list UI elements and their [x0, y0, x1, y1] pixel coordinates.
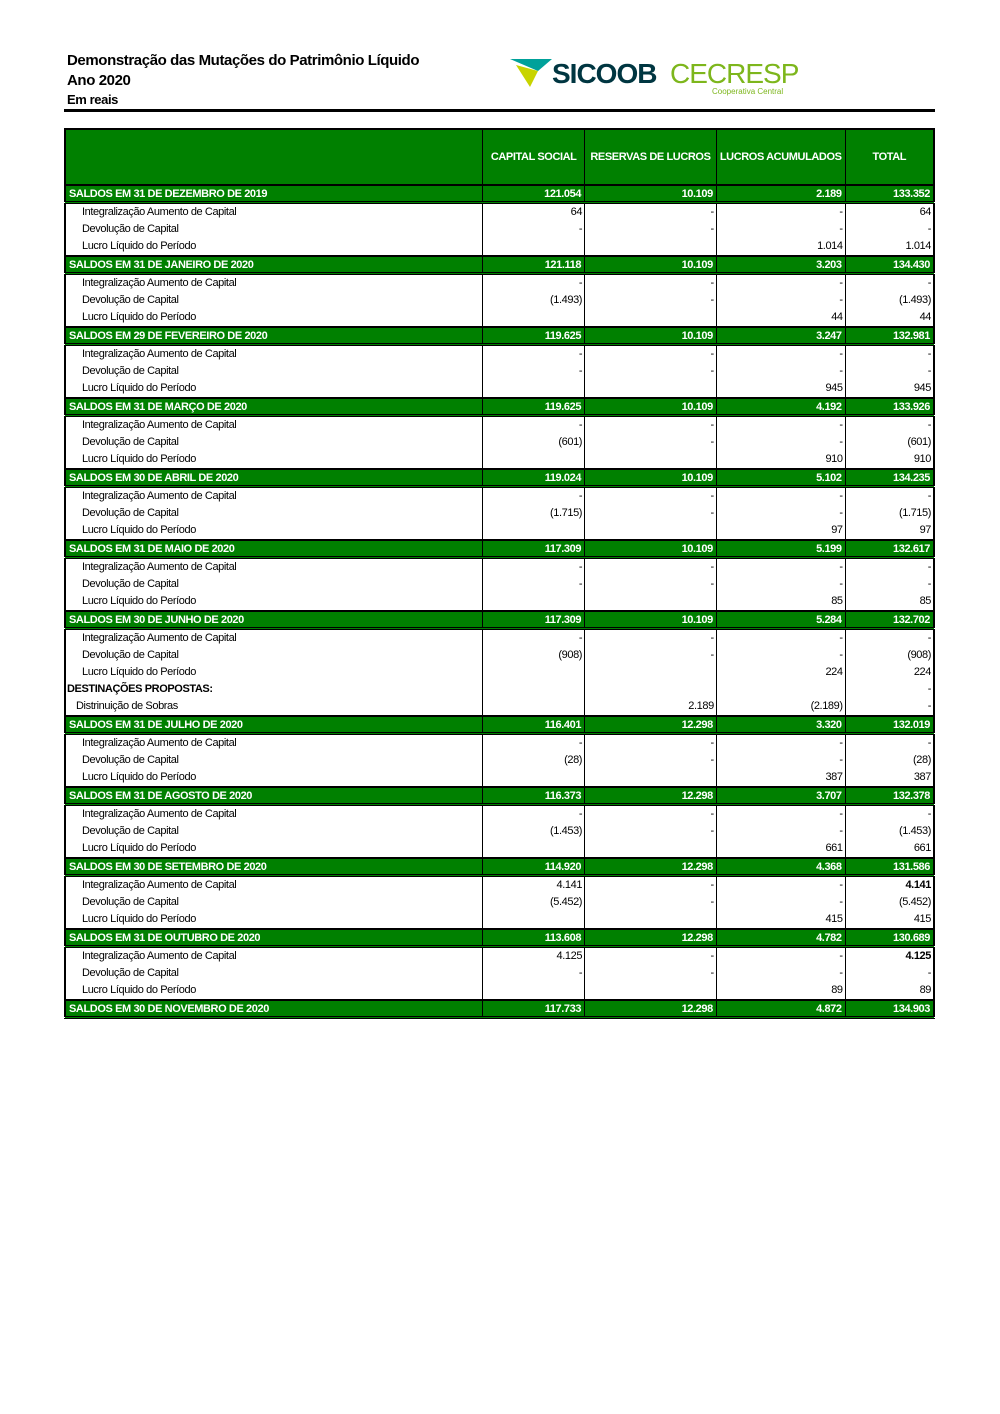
lucros-acumulados-value: - [716, 203, 845, 222]
lucros-acumulados-value: - [716, 363, 845, 380]
total-value: - [845, 221, 934, 238]
total-value: - [845, 487, 934, 506]
row-label: Integralização Aumento de Capital [82, 419, 237, 431]
lucros-acumulados-value: - [716, 434, 845, 451]
reservas-lucros-value: - [585, 947, 717, 966]
movement-row [65, 292, 934, 309]
capital-social-value [483, 238, 585, 256]
capital-social-value: - [483, 629, 585, 648]
movement-row [65, 982, 934, 1000]
capital-social-value [483, 309, 585, 327]
reservas-lucros-value [585, 309, 717, 327]
reservas-lucros-value: - [585, 558, 717, 577]
svg-text:Cooperativa Central: Cooperativa Central [712, 87, 784, 96]
capital-social-value: - [483, 805, 585, 824]
movement-row [65, 203, 934, 222]
reservas-lucros-value: 12.298 [585, 716, 717, 734]
capital-social-value: - [483, 576, 585, 593]
balance-row [65, 611, 934, 629]
capital-social-value: (1.453) [483, 823, 585, 840]
movement-row [65, 380, 934, 398]
capital-social-value: - [483, 487, 585, 506]
lucros-acumulados-value: - [716, 345, 845, 364]
capital-social-value: - [483, 558, 585, 577]
reservas-lucros-value: - [585, 292, 717, 309]
reservas-lucros-value [585, 681, 717, 698]
lucros-acumulados-value: 224 [716, 664, 845, 681]
total-value: (601) [845, 434, 934, 451]
capital-social-value [483, 681, 585, 698]
row-label: SALDOS EM 31 DE JANEIRO DE 2020 [65, 256, 483, 274]
movement-row [65, 522, 934, 540]
reservas-lucros-value: - [585, 434, 717, 451]
total-value: (28) [845, 752, 934, 769]
capital-social-value: 117.733 [483, 1000, 585, 1018]
movement-row [65, 840, 934, 858]
lucros-acumulados-value: 4.192 [716, 398, 845, 416]
reservas-lucros-value: - [585, 416, 717, 435]
equity-changes-table [64, 128, 935, 1019]
balance-row [65, 1000, 934, 1018]
capital-social-value: (601) [483, 434, 585, 451]
movement-row [65, 274, 934, 293]
total-value: 945 [845, 380, 934, 398]
capital-social-header: CAPITAL SOCIAL [483, 129, 585, 185]
movement-row [65, 345, 934, 364]
row-label: Integralização Aumento de Capital [82, 808, 237, 820]
lucros-acumulados-value: 910 [716, 451, 845, 469]
capital-social-value: 4.141 [483, 876, 585, 895]
capital-social-value: 121.118 [483, 256, 585, 274]
balance-row [65, 929, 934, 947]
movement-row [65, 947, 934, 966]
row-label: Integralização Aumento de Capital [82, 950, 237, 962]
row-label: SALDOS EM 31 DE OUTUBRO DE 2020 [65, 929, 483, 947]
lucros-acumulados-value: 415 [716, 911, 845, 929]
lucros-acumulados-value: 3.707 [716, 787, 845, 805]
svg-text:CECRESP: CECRESP [670, 58, 799, 89]
row-label: Devolução de Capital [82, 967, 179, 979]
capital-social-value: 114.920 [483, 858, 585, 876]
movement-row [65, 823, 934, 840]
capital-social-value: 117.309 [483, 611, 585, 629]
reservas-lucros-value [585, 451, 717, 469]
balance-row [65, 256, 934, 274]
total-value: 132.617 [845, 540, 934, 558]
capital-social-value [483, 593, 585, 611]
row-label: SALDOS EM 31 DE AGOSTO DE 2020 [65, 787, 483, 805]
reservas-lucros-value: 10.109 [585, 256, 717, 274]
capital-social-value [483, 911, 585, 929]
reservas-lucros-value: 2.189 [585, 698, 717, 716]
reservas-lucros-value: 10.109 [585, 185, 717, 203]
total-value: (1.453) [845, 823, 934, 840]
movement-row [65, 769, 934, 787]
row-label: SALDOS EM 31 DE MAIO DE 2020 [65, 540, 483, 558]
capital-social-value: - [483, 274, 585, 293]
movement-row [65, 647, 934, 664]
capital-social-value: - [483, 363, 585, 380]
row-label: SALDOS EM 30 DE ABRIL DE 2020 [65, 469, 483, 487]
movement-row [65, 876, 934, 895]
lucros-acumulados-value: 387 [716, 769, 845, 787]
reservas-lucros-value: - [585, 363, 717, 380]
row-label: Devolução de Capital [82, 294, 179, 306]
total-value: - [845, 345, 934, 364]
lucros-acumulados-value: - [716, 505, 845, 522]
movement-row [65, 558, 934, 577]
movement-row [65, 734, 934, 753]
capital-social-value: (908) [483, 647, 585, 664]
row-label: Integralização Aumento de Capital [82, 561, 237, 573]
total-value: 131.586 [845, 858, 934, 876]
movement-row [65, 487, 934, 506]
row-label: Devolução de Capital [82, 507, 179, 519]
row-label: Distrinuição de Sobras [76, 700, 178, 712]
capital-social-value: 117.309 [483, 540, 585, 558]
sicoob-cecresp-logo [510, 57, 820, 97]
movement-row [65, 698, 934, 716]
reservas-lucros-value: - [585, 274, 717, 293]
reservas-lucros-value: - [585, 505, 717, 522]
movement-row [65, 629, 934, 648]
lucros-acumulados-header: LUCROS ACUMULADOS [716, 129, 845, 185]
capital-social-value [483, 522, 585, 540]
total-value: 387 [845, 769, 934, 787]
reservas-lucros-value: 10.109 [585, 469, 717, 487]
lucros-acumulados-value: - [716, 894, 845, 911]
lucros-acumulados-value: - [716, 823, 845, 840]
reservas-lucros-value: - [585, 576, 717, 593]
lucros-acumulados-value: - [716, 876, 845, 895]
row-label: Lucro Líquido do Período [82, 984, 196, 996]
capital-social-value: 121.054 [483, 185, 585, 203]
reservas-lucros-value: 12.298 [585, 929, 717, 947]
lucros-acumulados-value: 97 [716, 522, 845, 540]
row-label: Devolução de Capital [82, 754, 179, 766]
reservas-lucros-value: - [585, 965, 717, 982]
row-label: Lucro Líquido do Período [82, 913, 196, 925]
lucros-acumulados-value: 5.284 [716, 611, 845, 629]
capital-social-value: 4.125 [483, 947, 585, 966]
capital-social-value [483, 664, 585, 681]
total-value: (1.493) [845, 292, 934, 309]
reservas-lucros-value: 12.298 [585, 1000, 717, 1018]
capital-social-value [483, 698, 585, 716]
capital-social-value: 64 [483, 203, 585, 222]
row-label: SALDOS EM 31 DE MARÇO DE 2020 [65, 398, 483, 416]
reservas-lucros-value: - [585, 805, 717, 824]
total-value: 132.702 [845, 611, 934, 629]
row-label: Devolução de Capital [82, 365, 179, 377]
row-label: SALDOS EM 30 DE JUNHO DE 2020 [65, 611, 483, 629]
total-value: - [845, 681, 934, 698]
balance-row [65, 469, 934, 487]
row-label: Devolução de Capital [82, 825, 179, 837]
lucros-acumulados-value: 4.872 [716, 1000, 845, 1018]
capital-social-value: - [483, 416, 585, 435]
balance-row [65, 858, 934, 876]
reservas-lucros-value [585, 769, 717, 787]
lucros-acumulados-value: 4.782 [716, 929, 845, 947]
total-value: 97 [845, 522, 934, 540]
movement-row [65, 221, 934, 238]
total-value: 4.125 [845, 947, 934, 966]
lucros-acumulados-value: (2.189) [716, 698, 845, 716]
capital-social-value: (5.452) [483, 894, 585, 911]
capital-social-value: - [483, 734, 585, 753]
row-label: SALDOS EM 29 DE FEVEREIRO DE 2020 [65, 327, 483, 345]
row-label: Lucro Líquido do Período [82, 311, 196, 323]
lucros-acumulados-value: - [716, 576, 845, 593]
row-label: Lucro Líquido do Período [82, 842, 196, 854]
total-value: - [845, 805, 934, 824]
table-header-row [65, 129, 934, 185]
total-value: 4.141 [845, 876, 934, 895]
lucros-acumulados-value: - [716, 292, 845, 309]
lucros-acumulados-value: - [716, 734, 845, 753]
total-value: 133.352 [845, 185, 934, 203]
reservas-lucros-value: - [585, 823, 717, 840]
capital-social-value: 116.373 [483, 787, 585, 805]
movement-row [65, 593, 934, 611]
movement-row [65, 505, 934, 522]
row-label: SALDOS EM 30 DE NOVEMBRO DE 2020 [65, 1000, 483, 1018]
reservas-lucros-value: - [585, 629, 717, 648]
row-label: Integralização Aumento de Capital [82, 737, 237, 749]
reservas-lucros-value [585, 380, 717, 398]
reservas-lucros-value [585, 522, 717, 540]
movement-row [65, 894, 934, 911]
capital-social-value: 113.608 [483, 929, 585, 947]
total-value: 910 [845, 451, 934, 469]
total-value: 89 [845, 982, 934, 1000]
report-header [67, 51, 419, 109]
row-label: Devolução de Capital [82, 896, 179, 908]
total-value: (5.452) [845, 894, 934, 911]
lucros-acumulados-value: 3.320 [716, 716, 845, 734]
capital-social-value [483, 982, 585, 1000]
total-value: (1.715) [845, 505, 934, 522]
reservas-lucros-value [585, 238, 717, 256]
total-value: 85 [845, 593, 934, 611]
total-value: 130.689 [845, 929, 934, 947]
movement-row [65, 238, 934, 256]
lucros-acumulados-value: 2.189 [716, 185, 845, 203]
total-value: - [845, 629, 934, 648]
reservas-lucros-value [585, 593, 717, 611]
capital-social-value: - [483, 345, 585, 364]
balance-row [65, 787, 934, 805]
reservas-lucros-value [585, 982, 717, 1000]
lucros-acumulados-value: - [716, 274, 845, 293]
lucros-acumulados-value: 1.014 [716, 238, 845, 256]
total-value: 134.430 [845, 256, 934, 274]
row-label: Devolução de Capital [82, 649, 179, 661]
movement-row [65, 576, 934, 593]
total-value: 415 [845, 911, 934, 929]
total-value: 1.014 [845, 238, 934, 256]
movement-row [65, 664, 934, 681]
reservas-lucros-value: - [585, 203, 717, 222]
total-value: 64 [845, 203, 934, 222]
total-value: - [845, 416, 934, 435]
row-label: Lucro Líquido do Período [82, 240, 196, 252]
lucros-acumulados-value: 3.247 [716, 327, 845, 345]
row-label: DESTINAÇÕES PROPOSTAS: [67, 683, 213, 695]
total-value: 224 [845, 664, 934, 681]
total-value: - [845, 274, 934, 293]
capital-social-value: 116.401 [483, 716, 585, 734]
reservas-lucros-value: - [585, 876, 717, 895]
lucros-acumulados-value: - [716, 647, 845, 664]
reservas-lucros-value: 12.298 [585, 787, 717, 805]
total-value: 132.981 [845, 327, 934, 345]
movement-row [65, 309, 934, 327]
lucros-acumulados-value: - [716, 221, 845, 238]
row-label: Integralização Aumento de Capital [82, 348, 237, 360]
movement-row [65, 752, 934, 769]
lucros-acumulados-value: 44 [716, 309, 845, 327]
total-value: 661 [845, 840, 934, 858]
capital-social-value: (1.493) [483, 292, 585, 309]
reservas-lucros-value: - [585, 647, 717, 664]
reservas-lucros-value: 10.109 [585, 398, 717, 416]
lucros-acumulados-value: 5.102 [716, 469, 845, 487]
row-label: Lucro Líquido do Período [82, 382, 196, 394]
movement-row [65, 681, 934, 698]
reservas-lucros-value: 10.109 [585, 327, 717, 345]
capital-social-value: 119.625 [483, 327, 585, 345]
capital-social-value: 119.625 [483, 398, 585, 416]
row-label: Devolução de Capital [82, 223, 179, 235]
capital-social-value [483, 840, 585, 858]
total-value: - [845, 363, 934, 380]
total-value: - [845, 965, 934, 982]
lucros-acumulados-value: - [716, 487, 845, 506]
reservas-lucros-value [585, 911, 717, 929]
total-value: - [845, 558, 934, 577]
report-unit: Em reais [67, 92, 119, 107]
capital-social-value: - [483, 221, 585, 238]
lucros-acumulados-value: 3.203 [716, 256, 845, 274]
capital-social-value [483, 769, 585, 787]
row-label: SALDOS EM 31 DE JULHO DE 2020 [65, 716, 483, 734]
lucros-acumulados-value: 89 [716, 982, 845, 1000]
lucros-acumulados-value: 5.199 [716, 540, 845, 558]
row-label: Lucro Líquido do Período [82, 524, 196, 536]
total-value: 132.378 [845, 787, 934, 805]
total-value: 133.926 [845, 398, 934, 416]
capital-social-value: 119.024 [483, 469, 585, 487]
reservas-lucros-value: - [585, 734, 717, 753]
label-header [65, 129, 483, 185]
movement-row [65, 911, 934, 929]
row-label: Integralização Aumento de Capital [82, 206, 237, 218]
reservas-lucros-value [585, 840, 717, 858]
reservas-lucros-value: - [585, 487, 717, 506]
row-label: Integralização Aumento de Capital [82, 490, 237, 502]
row-label: Devolução de Capital [82, 578, 179, 590]
report-title: Demonstração das Mutações do Patrimônio Líquido [67, 52, 420, 69]
reservas-lucros-value: 12.298 [585, 858, 717, 876]
row-label: Integralização Aumento de Capital [82, 277, 237, 289]
row-label: Devolução de Capital [82, 436, 179, 448]
total-value: 134.235 [845, 469, 934, 487]
lucros-acumulados-value: - [716, 965, 845, 982]
balance-row [65, 185, 934, 203]
row-label: Lucro Líquido do Período [82, 771, 196, 783]
row-label: SALDOS EM 30 DE SETEMBRO DE 2020 [65, 858, 483, 876]
capital-social-value: (28) [483, 752, 585, 769]
row-label: Lucro Líquido do Período [82, 595, 196, 607]
capital-social-value: - [483, 965, 585, 982]
lucros-acumulados-value: 661 [716, 840, 845, 858]
table-body [65, 185, 934, 1018]
lucros-acumulados-value: 945 [716, 380, 845, 398]
lucros-acumulados-value: - [716, 752, 845, 769]
reservas-lucros-value: - [585, 752, 717, 769]
total-value: (908) [845, 647, 934, 664]
header-rule [64, 109, 935, 112]
balance-row [65, 327, 934, 345]
lucros-acumulados-value: - [716, 947, 845, 966]
lucros-acumulados-value: - [716, 805, 845, 824]
svg-text:SICOOB: SICOOB [552, 58, 657, 89]
balance-row [65, 540, 934, 558]
total-value: - [845, 734, 934, 753]
movement-row [65, 805, 934, 824]
total-value: 134.903 [845, 1000, 934, 1018]
capital-social-value [483, 451, 585, 469]
row-label: Integralização Aumento de Capital [82, 879, 237, 891]
report-year: Ano 2020 [67, 72, 131, 89]
lucros-acumulados-value: 85 [716, 593, 845, 611]
total-header: TOTAL [845, 129, 934, 185]
reservas-lucros-value [585, 664, 717, 681]
lucros-acumulados-value: - [716, 416, 845, 435]
movement-row [65, 434, 934, 451]
row-label: Lucro Líquido do Período [82, 666, 196, 678]
row-label: Integralização Aumento de Capital [82, 632, 237, 644]
reservas-lucros-value: 10.109 [585, 611, 717, 629]
reservas-lucros-value: - [585, 221, 717, 238]
capital-social-value: (1.715) [483, 505, 585, 522]
row-label: SALDOS EM 31 DE DEZEMBRO DE 2019 [65, 185, 483, 203]
lucros-acumulados-value: 4.368 [716, 858, 845, 876]
lucros-acumulados-value: - [716, 629, 845, 648]
reservas-lucros-value: 10.109 [585, 540, 717, 558]
movement-row [65, 416, 934, 435]
reservas-lucros-value: - [585, 894, 717, 911]
total-value: - [845, 698, 934, 716]
lucros-acumulados-value [716, 681, 845, 698]
reservas-lucros-header: RESERVAS DE LUCROS [585, 129, 717, 185]
movement-row [65, 965, 934, 982]
capital-social-value [483, 380, 585, 398]
row-label: Lucro Líquido do Período [82, 453, 196, 465]
lucros-acumulados-value: - [716, 558, 845, 577]
total-value: - [845, 576, 934, 593]
movement-row [65, 363, 934, 380]
movement-row [65, 451, 934, 469]
reservas-lucros-value: - [585, 345, 717, 364]
balance-row [65, 398, 934, 416]
total-value: 44 [845, 309, 934, 327]
total-value: 132.019 [845, 716, 934, 734]
balance-row [65, 716, 934, 734]
